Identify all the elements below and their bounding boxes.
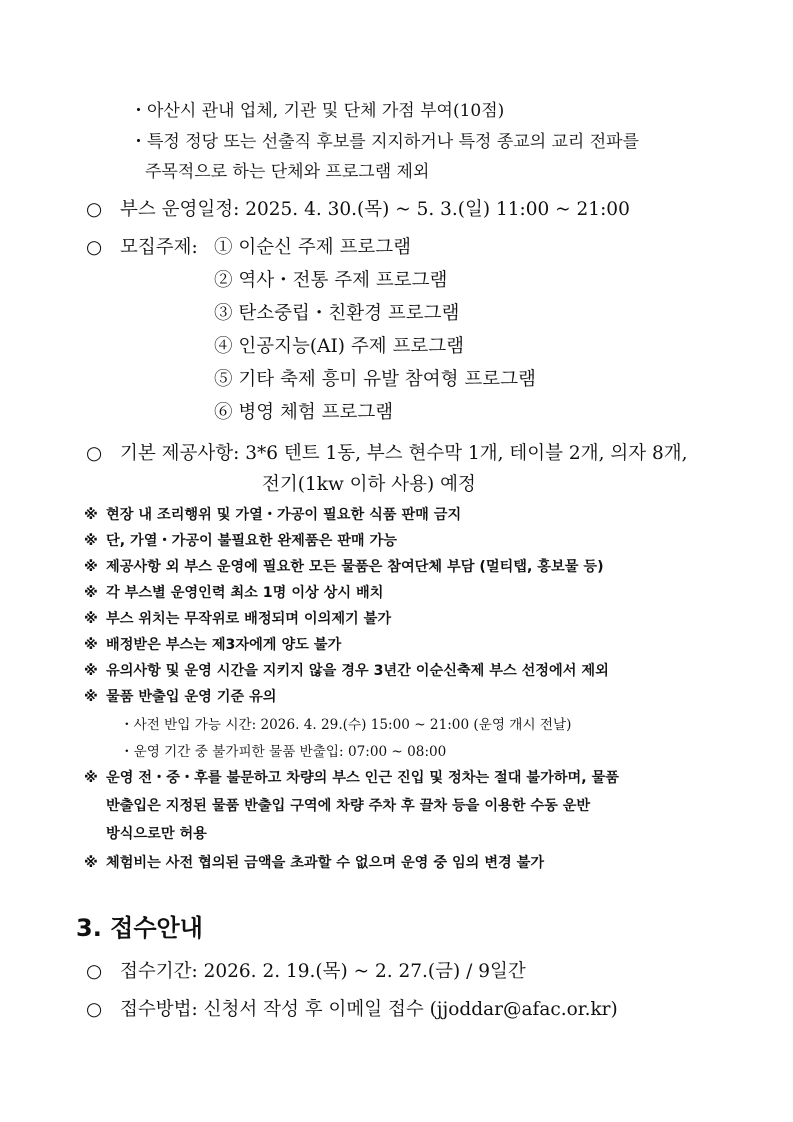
note-mark: ※ (84, 585, 98, 601)
note-vehicle-ban-cont: 방식으로만 허용 (106, 826, 207, 842)
circle-bullet: ○ (86, 237, 103, 258)
application-method-text: 접수방법: 신청서 작성 후 이메일 접수 (jjoddar@afac.or.kr) (120, 999, 618, 1020)
topic-item: ⑥ 병영 체험 프로그램 (214, 402, 394, 423)
note-no-transfer: ※ 배정받은 부스는 제3자에게 양도 불가 (84, 637, 342, 653)
note-mark: ※ (84, 559, 98, 575)
note-penalty: ※ 유의사항 및 운영 시간을 지키지 않을 경우 3년간 이순신축제 부스 선정에서 제외 (84, 663, 609, 679)
booth-schedule-text: 부스 운영일정: 2025. 4. 30.(목) ~ 5. 3.(일) 11:00 ~ 21:00 (120, 199, 630, 220)
topic-item: ① 이순신 주제 프로그램 (214, 237, 411, 258)
basic-provision-cont: 전기(1kw 이하 사용) 예정 (262, 474, 476, 495)
basic-provision-text: 기본 제공사항: 3*6 텐트 1동, 부스 현수막 1개, 테이블 2개, 의자 8개, (120, 443, 688, 464)
note-staffing: ※ 각 부스별 운영인력 최소 1명 이상 상시 배치 (84, 585, 384, 601)
bullet-exclusion: ・특정 정당 또는 선출직 후보를 지지하거나 특정 종교의 교리 전파를 (130, 132, 640, 152)
note-mark: ※ (84, 770, 98, 786)
note-random-location: ※ 부스 위치는 무작위로 배정되며 이의제기 불가 (84, 611, 392, 627)
note-logistics: ※ 물품 반출입 운영 기준 유의 (84, 689, 277, 705)
booth-schedule (86, 195, 630, 221)
note-vehicle-ban-cont: 반출입은 지정된 물품 반출입 구역에 차량 주차 후 끌차 등을 이용한 수동 운반 (106, 798, 591, 814)
note-cooking-ban: ※ 현장 내 조리행위 및 가열・가공이 필요한 식품 판매 금지 (84, 507, 462, 523)
circle-bullet: ○ (86, 961, 103, 982)
note-fee-fixed: ※ 체험비는 사전 협의된 금액을 초과할 수 없으며 운영 중 임의 변경 불가 (84, 855, 545, 871)
logistics-pre-delivery: ・사전 반입 가능 시간: 2026. 4. 29.(수) 15:00 ~ 21:00 (운영 개시 전날) (120, 717, 572, 733)
topics-label: 모집주제: (120, 237, 198, 258)
circle-bullet: ○ (86, 443, 103, 464)
application-period-text: 접수기간: 2026. 2. 19.(목) ~ 2. 27.(금) / 9일간 (120, 961, 526, 982)
bullet-exclusion-cont: 주목적으로 하는 단체와 프로그램 제외 (145, 162, 430, 182)
note-mark: ※ (84, 663, 98, 679)
section-heading: 3. 접수안내 (76, 914, 203, 942)
circle-bullet: ○ (86, 199, 103, 220)
basic-provision (86, 439, 687, 465)
note-self-supply: ※ 제공사항 외 부스 운영에 필요한 모든 물품은 참여단체 부담 (멀티탭, 홍보물 등) (84, 559, 604, 575)
note-mark: ※ (84, 855, 98, 871)
application-method (86, 995, 618, 1021)
note-mark: ※ (84, 533, 98, 549)
logistics-during-operation: ・운영 기간 중 불가피한 물품 반출입: 07:00 ~ 08:00 (120, 744, 447, 760)
note-mark: ※ (84, 507, 98, 523)
application-period (86, 957, 526, 983)
note-vehicle-ban: ※ 운영 전・중・후를 불문하고 차량의 부스 인근 진입 및 정차는 절대 불가하며, 물품 (84, 770, 619, 786)
topic-item: ③ 탄소중립・친환경 프로그램 (214, 303, 460, 324)
bullet-local-bonus: ・아산시 관내 업체, 기관 및 단체 가점 부여(10점) (130, 101, 505, 121)
note-mark: ※ (84, 689, 98, 705)
note-finished-goods: ※ 단, 가열・가공이 불필요한 완제품은 판매 가능 (84, 533, 397, 549)
note-mark: ※ (84, 611, 98, 627)
topic-item: ② 역사・전통 주제 프로그램 (214, 270, 448, 291)
circle-bullet: ○ (86, 999, 103, 1020)
topic-item: ⑤ 기타 축제 흥미 유발 참여형 프로그램 (214, 369, 536, 390)
topic-item: ④ 인공지능(AI) 주제 프로그램 (214, 336, 464, 357)
note-mark: ※ (84, 637, 98, 653)
topics-header (86, 233, 198, 259)
